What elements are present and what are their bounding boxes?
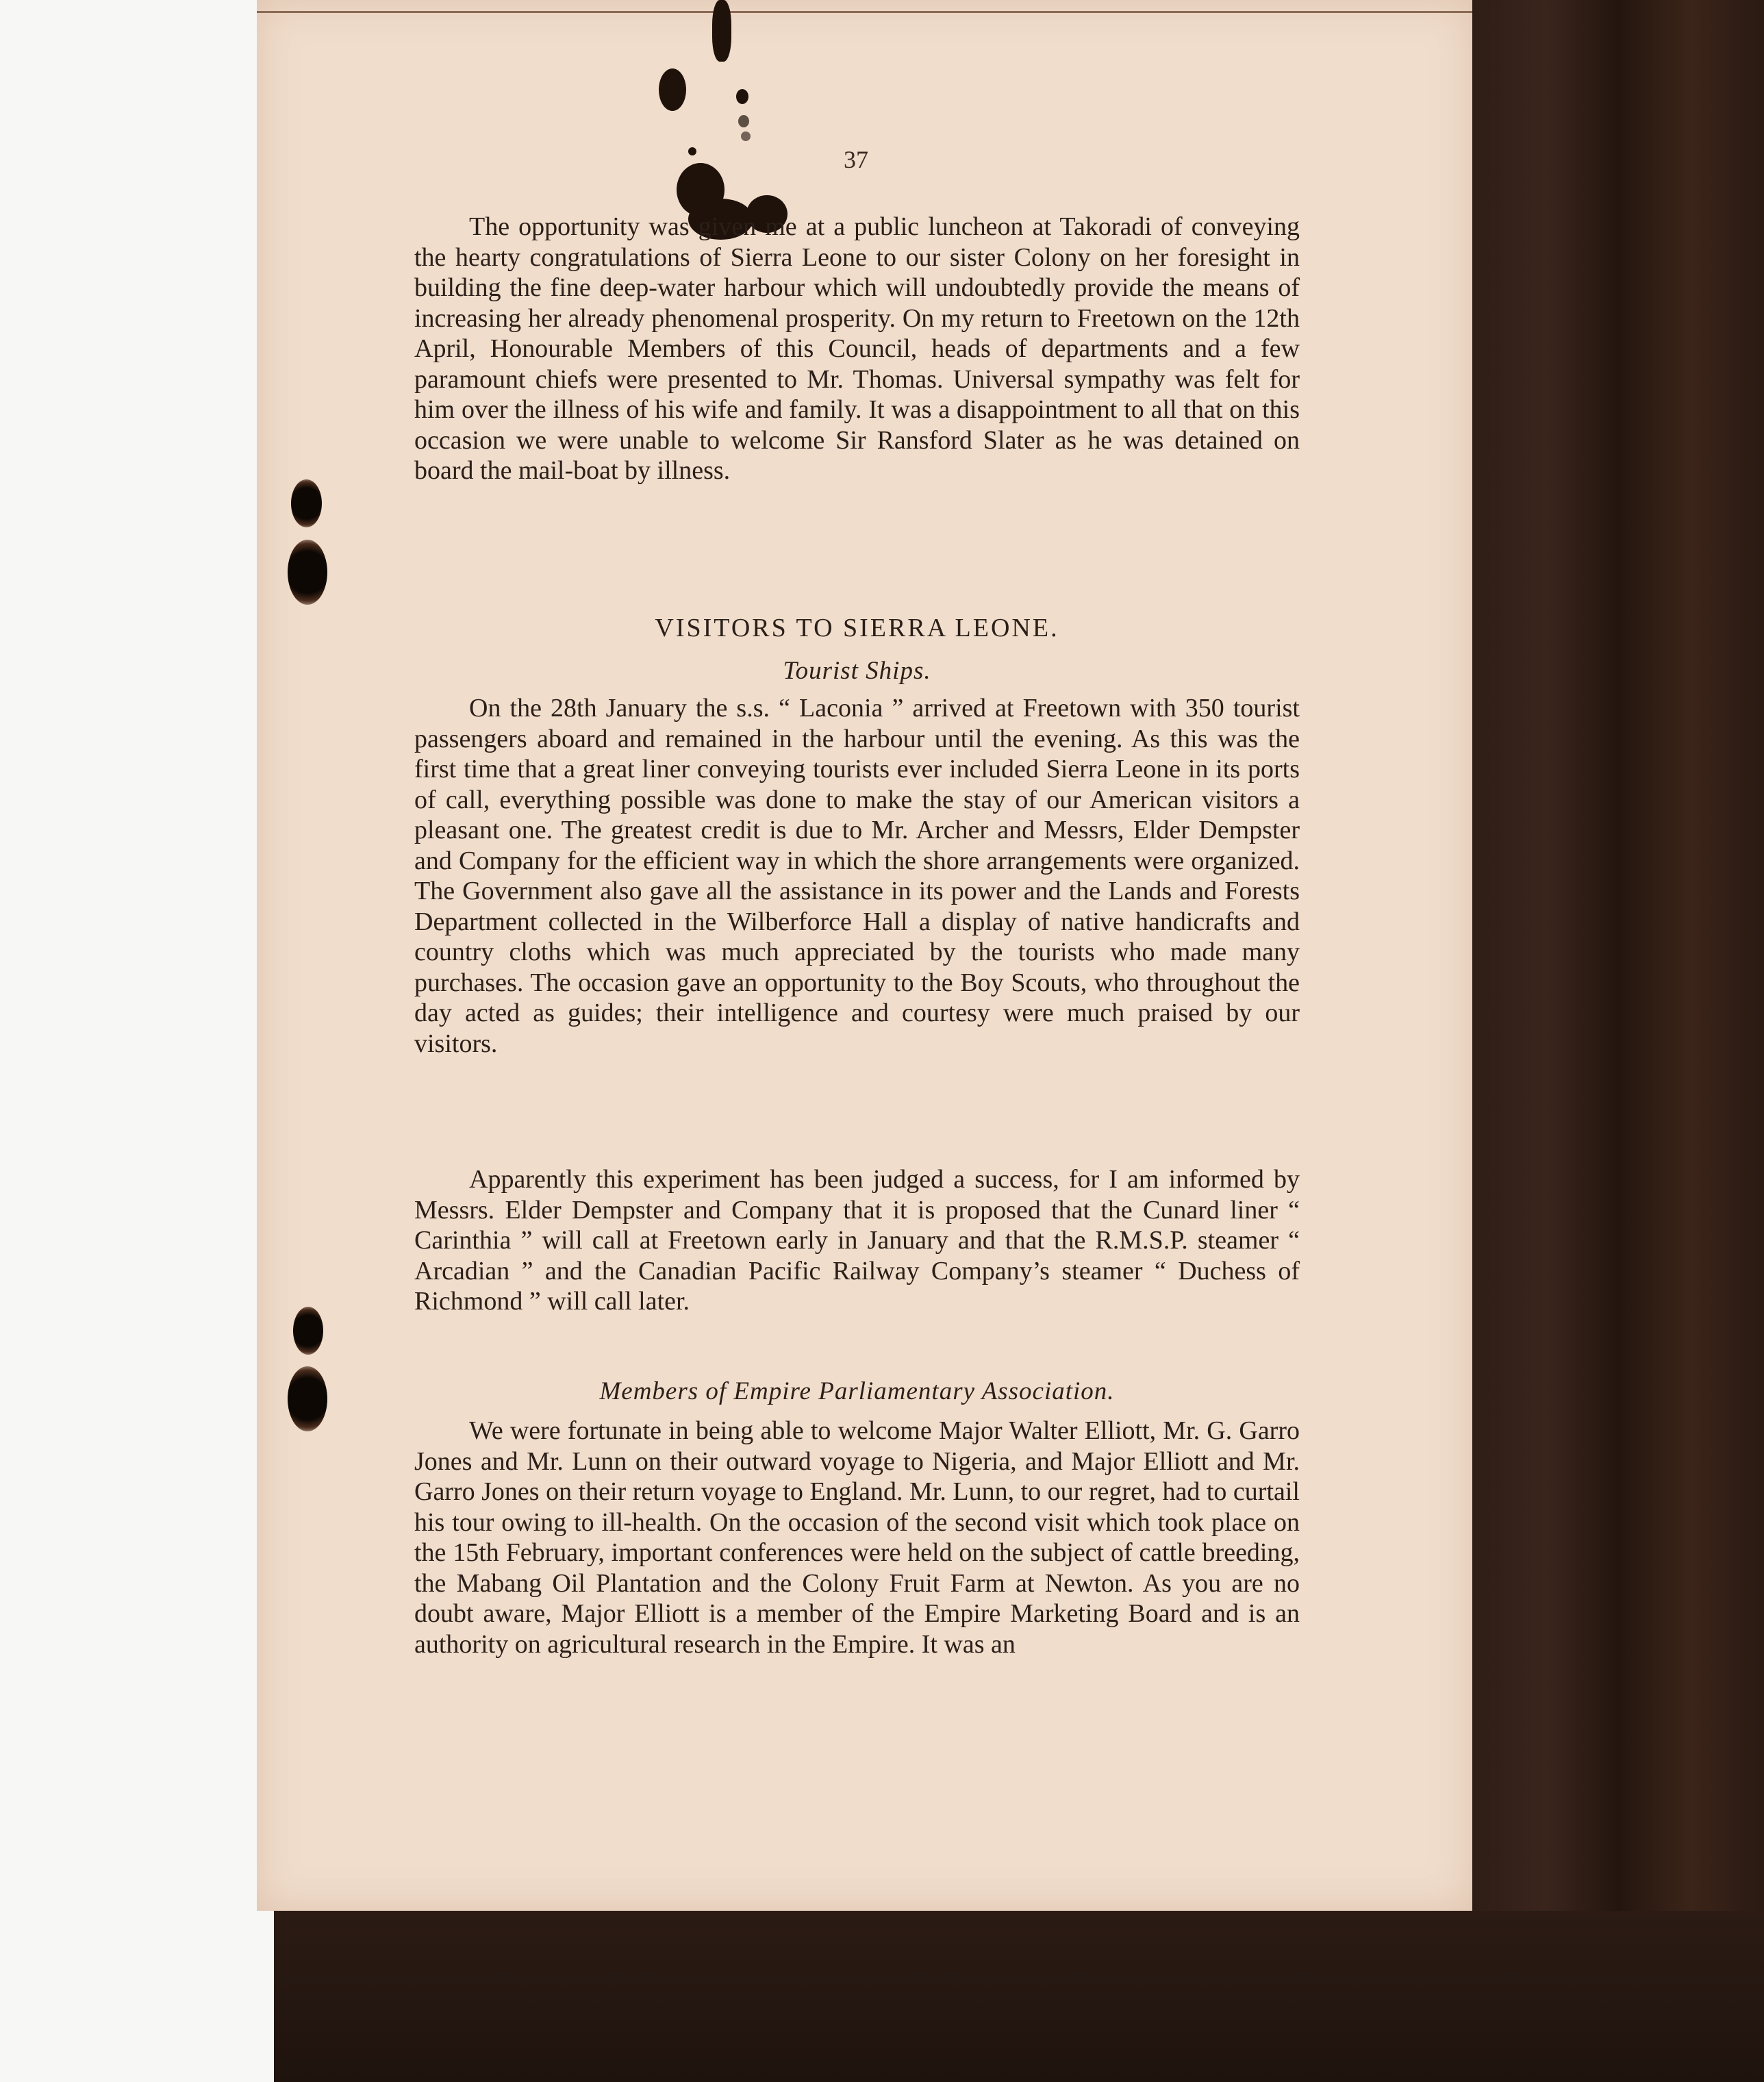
ink-blot	[736, 89, 748, 104]
ink-blot	[659, 68, 686, 111]
paragraph-carinthia: Apparently this experiment has been judged a success, for I am informed by Messrs. Elder Dempster and Company that it is proposed that the Cunard liner “ Carinthia ” will call at Freetown early in January and that the R.M.S.P. steamer “ Arcadian ” and the Canadian Pacific Railway Company’s steamer “ Duchess of Richmond ” will call later.	[414, 1165, 1300, 1316]
punch-hole	[288, 1366, 327, 1431]
paragraph-takoradi: The opportunity was given me at a public luncheon at Takoradi of conveying the hearty congratulations of Sierra Leone to our sister Colony on her foresight in building the fine deep-water harbour which will undoubtedly provide the means of increasing her already phenomenal prosperity. On my return to Freetown on the 12th April, Honourable Members of this Council, heads of departments and a few paramount chiefs were presented to Mr. Thomas. Universal sympathy was felt for him over the illness of his wife and family. It was a disappointment to all that on this occasion we were unable to welcome Sir Ransford Slater as he was detained on board the mail-boat by illness.	[414, 212, 1300, 485]
body-paragraph	[414, 693, 1300, 1059]
ink-blot	[712, 0, 731, 62]
punch-hole	[288, 540, 327, 605]
body-paragraph	[414, 1416, 1300, 1659]
body-paragraph	[414, 1164, 1300, 1317]
punch-hole	[293, 1307, 323, 1355]
wood-background-right	[1472, 0, 1764, 2082]
punch-hole	[291, 479, 322, 527]
page-number: 37	[844, 146, 868, 173]
ink-blot	[688, 147, 696, 155]
paragraph-laconia: On the 28th January the s.s. “ Laconia ” arrived at Freetown with 350 tourist passengers aboard and remained in the harbour until the evening. As this was the first time that a great liner conveying tourists ever included Sierra Leone in its ports of call, everything possible was done to make the stay of our American visitors a pleasant one. The greatest credit is due to Mr. Archer and Messrs, Elder Dempster and Company for the efficient way in which the shore arrangements were organized. The Government also gave all the assistance in its power and the Lands and Forests Department collected in the Wilberforce Hall a display of native handicrafts and country cloths which was much appreciated by the tourists who made many purchases. The occasion gave an opportunity to the Boy Scouts, who throughout the day acted as guides; their intelligence and courtesy were much praised by our visitors.	[414, 694, 1300, 1058]
wood-background-bottom	[274, 1911, 1764, 2082]
scan-background-left	[0, 0, 270, 2082]
ink-blot	[741, 131, 751, 141]
subheading-parliamentary-association: Members of Empire Parliamentary Association.	[599, 1377, 1115, 1405]
section-heading: VISITORS TO SIERRA LEONE.	[655, 614, 1059, 642]
paragraph-elliott: We were fortunate in being able to welcome Major Walter Elliott, Mr. G. Garro Jones and Mr. Lunn on their outward voyage to Nigeria, and Major Elliott and Mr. Garro Jones on their return voyage to England. Mr. Lunn, to our regret, had to curtail his tour owing to ill-health. On the occasion of the second visit which took place on the 15th February, important conferences were held on the subject of cattle breeding, the Mabang Oil Plantation and the Colony Fruit Farm at Newton. As you are no doubt aware, Major Elliott is a member of the Empire Marketing Board and is an authority on agricultural research in the Empire. It was an	[414, 1416, 1300, 1659]
page-top-edge	[257, 11, 1472, 13]
ink-blot	[738, 115, 749, 127]
body-paragraph	[414, 212, 1300, 486]
subheading-tourist-ships: Tourist Ships.	[783, 657, 931, 685]
